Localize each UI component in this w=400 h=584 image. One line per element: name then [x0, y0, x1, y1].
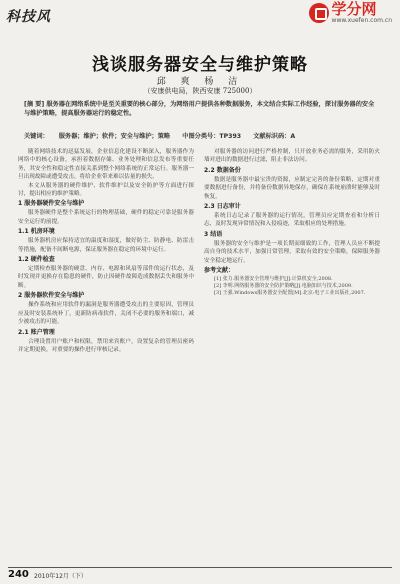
page-footer — [0, 567, 400, 584]
logo-icon — [309, 3, 329, 23]
article-abstract: [摘 要] 服务器在网络系统中是至关重要的核心部分，为网络用户提供各种数据服务，本文结合实际工作经验，探讨服务器的安全与维护策略，提高服务器运行的稳定性。 — [24, 101, 375, 117]
body-paragraph: 定期检查服务器的硬盘、内存、电源和风扇等部件的运行状态，及时发现并更换存在隐患的硬件，防止因硬件故障造成数据丢失和服务中断。 — [18, 266, 194, 289]
body-paragraph: 服务器机房应保持适宜的温度和湿度，做好防尘、防静电、防雷击等措施，配备不间断电源，保证服务器在稳定的环境中运行。 — [18, 238, 194, 253]
reference-item: [1] 张力.服务器安全管理与维护[J].计算机安全,2008. — [214, 276, 333, 283]
section-header — [6, 6, 54, 26]
article-meta — [24, 132, 380, 141]
page-number: 240 — [8, 569, 29, 580]
footer-rule — [8, 567, 392, 568]
body-paragraph: 服务器的安全与维护是一项长期而细致的工作，管理人员应不断提高自身的技术水平，加强日常管理，采取有效的安全策略，保障服务器安全稳定地运行。 — [204, 240, 380, 264]
section-header-text: 科技风 — [6, 9, 51, 25]
article-title: 浅谈服务器安全与维护策略 — [92, 55, 308, 75]
body-paragraph: 本文从服务器的硬件维护、软件维护以及安全防护等方面进行探讨，提出相应的维护策略。 — [18, 182, 194, 198]
section-heading: 1.1 机房环境 — [18, 228, 55, 236]
body-paragraph: 服务器硬件是整个系统运行的物理基础，硬件的稳定可靠是服务器安全运行的前提。 — [18, 210, 194, 225]
body-paragraph: 操作系统和应用软件的漏洞是服务器遭受攻击的主要原因，管理员应及时安装系统补丁，更新防病毒软件，关闭不必要的服务和端口，减少被攻击的可能。 — [18, 302, 194, 326]
body-paragraph: 数据是服务器中最宝贵的资源，应制定完善的备份策略，定期对重要数据进行备份，并将备份数据异地保存，确保在系统崩溃时能够及时恢复。 — [204, 176, 380, 200]
body-paragraph: 合理设置用户账户和权限，禁用来宾账户，设置复杂的管理员密码并定期更换，对重要的操作进行审核记录。 — [18, 338, 194, 353]
reference-item: [3] 王强.Windows服务器安全配置[M].北京:电子工业出版社,2007. — [214, 290, 366, 297]
logo-url: www.xuefen.com.cn — [331, 17, 392, 24]
article-authors: 邱 爽 杨 洁 — [156, 77, 244, 87]
section-heading: 2.1 账户管理 — [18, 328, 55, 336]
left-column — [18, 148, 194, 354]
section-heading: 3 结语 — [204, 230, 223, 238]
article-affiliation: （安康供电局，陕西安康 725000） — [143, 87, 257, 95]
class-number: 中图分类号：TP393 — [182, 133, 242, 140]
logo-name: 学分网 — [331, 0, 377, 18]
right-column — [204, 148, 380, 297]
section-heading: 参考文献： — [204, 267, 235, 275]
body-paragraph: 随着网络技术的迅猛发展，企业信息化建设不断深入，服务器作为网络中的核心设备，承担着数据存储、业务处理和信息发布等重要任务，其安全性和稳定性直接关系到整个网络系统的正常运行。服务器一旦出现故障或遭受攻击，将给企业带来难以估量的损失。 — [18, 149, 194, 181]
keywords: 服务器；维护；软件；安全与维护；策略 — [58, 133, 171, 140]
section-heading: 2 服务器软件安全与维护 — [18, 292, 85, 300]
journal-issue: 2010年12月（下） — [34, 573, 87, 580]
keywords-label: 关键词： — [24, 133, 49, 140]
body-paragraph: 对服务器的访问进行严格控制，只开放业务必需的服务，采用防火墙对进出的数据进行过滤，阻止非法访问。 — [204, 149, 380, 164]
section-heading: 2.2 数据备份 — [204, 166, 241, 174]
section-heading: 1 服务器硬件安全与维护 — [18, 200, 85, 208]
logo-text-block — [332, 2, 392, 24]
document-code: 文献标识码：A — [253, 133, 296, 140]
section-heading: 2.3 日志审计 — [204, 203, 241, 211]
reference-item: [2] 李明.网络服务器的安全防护策略[J].电脑知识与技术,2009. — [214, 283, 353, 290]
site-logo[interactable] — [309, 2, 392, 24]
body-paragraph: 系统日志记录了服务器的运行情况，管理员应定期查看和分析日志，及时发现异常情况和入侵痕迹，采取相应的处理措施。 — [204, 213, 380, 228]
section-heading: 1.2 硬件检查 — [18, 256, 55, 264]
